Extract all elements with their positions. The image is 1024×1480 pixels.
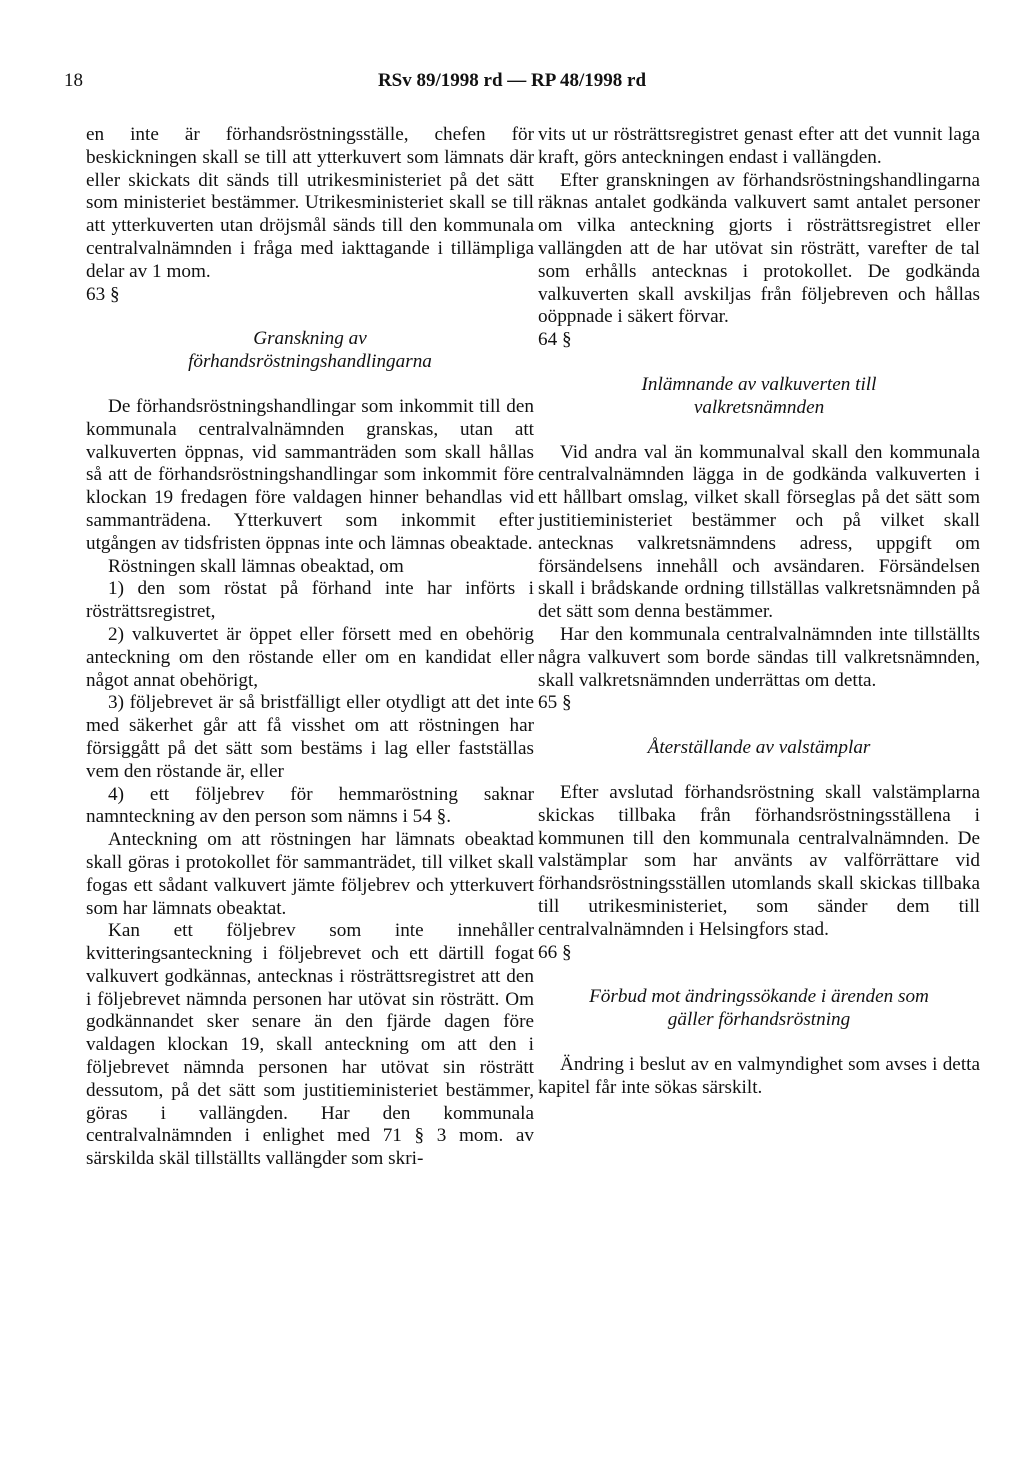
- section-66-title-line1: Förbud mot ändringssökande i ärenden som: [589, 986, 929, 1008]
- section-63-item-3: 3) följebrevet är så bristfälligt eller otydligt att det inte med säkerhet går att få visshet om att röstningen har försiggått på det sätt som bestäms i lag eller fastställas vem den röstande är, eller: [86, 692, 534, 782]
- intro-paragraph: en inte är förhandsröstningsställe, chefen för beskickningen skall se till att ytterkuvert som lämnats där eller skickats dit sänds till utrikesministeriet på det sätt som ministeriet bestämmer. Utrikesministeriet skall se till att ytterkuverten utan dröjsmål sänds till den kommunala centralvalnämnden i fråga med iakttagande i tillämpliga delar av 1 mom.: [86, 124, 534, 282]
- section-63-title-line1: Granskning av: [253, 328, 367, 350]
- section-66-paragraph-1: Ändring i beslut av en valmyndighet som avses i detta kapitel får inte sökas särskilt.: [538, 1053, 980, 1098]
- section-63-item-2: 2) valkuvertet är öppet eller försett med en obehörig anteckning om den röstande eller om en kandidat eller något annat obehörigt,: [86, 623, 534, 691]
- section-63-paragraph-2: Röstningen skall lämnas obeaktad, om: [108, 555, 404, 577]
- section-64-paragraph-1: Vid andra val än kommunalval skall den kommunala centralvalnämnden lägga in de godkända valkuverten i ett hållbart omslag, vilket skall förseglas på det sätt som justitieministeriet bestämmer och på vilket skall antecknas valkretsnämndens adress, uppgift om försändelsens innehåll och avsändaren. Försändelsen skall i brådskande ordning tillställas valkretsnämnden på det sätt som denna bestämmer.: [538, 441, 980, 623]
- section-66-number: 66 §: [538, 941, 572, 963]
- section-66-title: [538, 986, 980, 1032]
- section-63-title-line2: förhandsröstningshandlingarna: [188, 351, 432, 373]
- section-64-number: 64 §: [538, 329, 572, 351]
- section-64-title-line1: Inlämnande av valkuverten till: [641, 373, 877, 395]
- section-63-item-1: 1) den som röstat på förhand inte har införts i rösträttsregistret,: [86, 578, 534, 623]
- section-64-title: [538, 374, 980, 420]
- section-63-item-4: 4) ett följebrev för hemmaröstning saknar namnteckning av den person som nämns i 54 §.: [86, 783, 534, 828]
- section-63-number: 63 §: [86, 283, 120, 305]
- section-63-paragraph-4: Kan ett följebrev som inte innehåller kvitteringsanteckning i följebrevet och ett därtill fogat valkuvert godkännas, antecknas i rösträttsregistret att den i följebrevet nämnda personen har utövat sin rösträtt. Om godkännandet sker senare än den fjärde dagen före valdagen klockan 19, skall anteckning om att den i följebrevet nämnda personen har utövat sin rösträtt dessutom, på det sätt som justitieministeriet bestämmer, göras i vallängden. Har den kommunala centralvalnämnden i enlighet med 71 § 3 mom. av särskilda skäl tillställts vallängder som skri-: [86, 920, 534, 1170]
- section-64-paragraph-2: Har den kommunala centralvalnämnden inte tillställts några valkuvert som borde sändas till valkretsnämnden, skall valkretsnämnden underrättas om detta.: [538, 623, 980, 691]
- section-65-paragraph-1: Efter avslutad förhandsröstning skall valstämplarna skickas tillbaka från förhandsröstningsställena i kommunen till den kommunala centralvalnämnden. De valstämplar som har använts av valförrättare vid förhandsröstningsställen utomlands skall skickas tillbaka till utrikesministeriet, som sänder dem till centralvalnämnden i Helsingfors stad.: [538, 781, 980, 940]
- running-title: RSv 89/1998 rd — RP 48/1998 rd: [377, 70, 647, 91]
- continued-paragraph: vits ut ur rösträttsregistret genast efter att det vunnit laga kraft, görs anteckningen endast i vallängden.: [538, 124, 980, 168]
- page-number: 18: [64, 70, 83, 91]
- section-64-title-line2: valkretsnämnden: [693, 396, 825, 418]
- right-column: [538, 124, 980, 1099]
- section-65-number: 65 §: [538, 692, 572, 714]
- post-review-paragraph: Efter granskningen av förhandsröstningshandlingarna räknas antalet godkända valkuvert samt antalet personer om vilka anteckning gjorts i rösträttsregistret eller vallängden att de har utövat sin rösträtt, varefter de tal som erhålls antecknas i protokollet. De godkända valkuverten skall avskiljas från följebreven och hållas oöppnade i säkert förvar.: [538, 169, 980, 328]
- section-66-title-line2: gäller förhandsröstning: [667, 1009, 851, 1031]
- page-header: [64, 70, 960, 100]
- section-63-title: [86, 328, 534, 374]
- section-65-title: [538, 737, 980, 760]
- section-65-title-text: Återställande av valstämplar: [647, 737, 871, 759]
- section-63-paragraph-3: Anteckning om att röstningen har lämnats obeaktad skall göras i protokollet för sammanträdet, till vilket skall fogas ett sådant valkuvert jämte följebrev och ytterkuvert som har lämnats obeaktat.: [86, 829, 534, 919]
- section-63-paragraph-1: De förhandsröstningshandlingar som inkommit till den kommunala centralvalnämnden granskas, utan att valkuverten öppnas, vid sammanträden som skall hållas så att de förhandsröstningshandlingar som inkommit före klockan 19 fredagen före valdagen hinner behandlas vid sammanträdena. Ytterkuvert som inkommit efter utgången av tidsfristen öppnas inte och lämnas obeaktade.: [86, 395, 534, 554]
- left-column: [86, 124, 534, 1171]
